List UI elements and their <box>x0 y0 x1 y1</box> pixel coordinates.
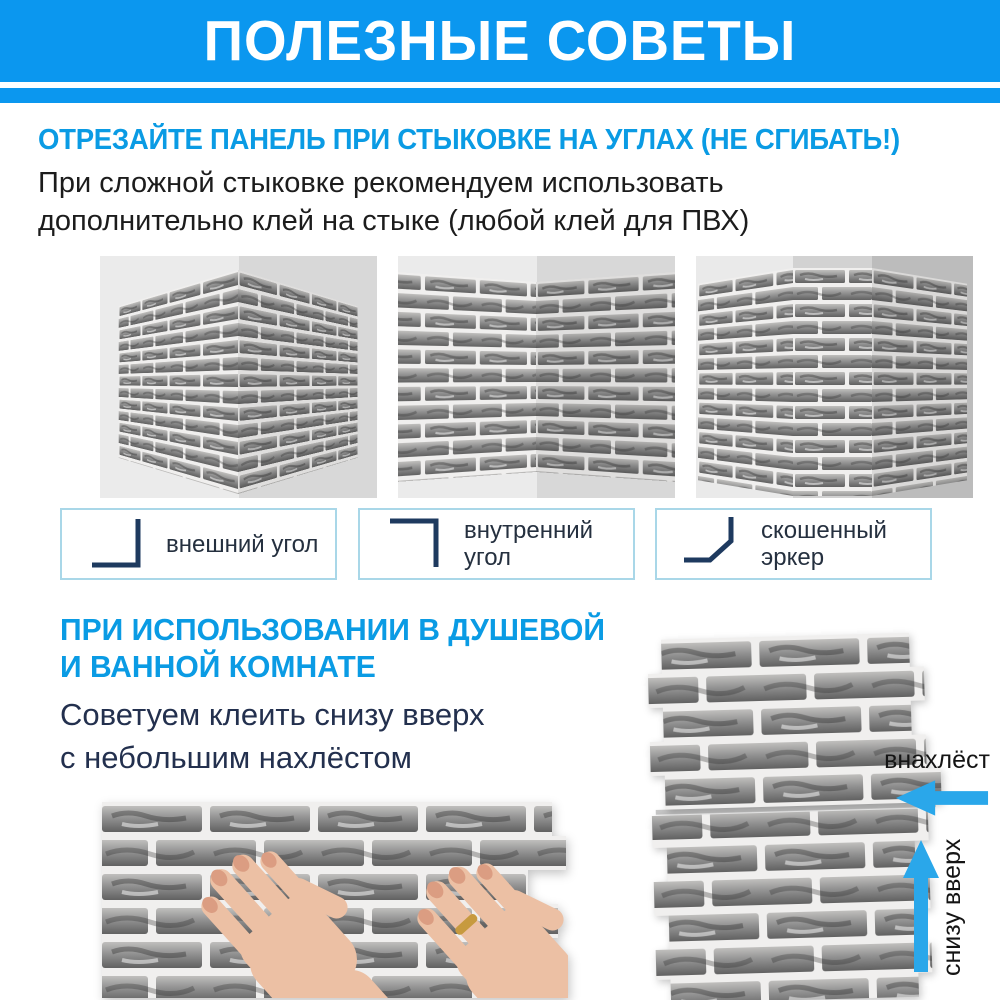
hands-applying-panel-photo <box>98 802 568 998</box>
corner-type-box-bay <box>655 508 932 580</box>
arrow-left-icon <box>894 778 990 818</box>
direction-label: снизу вверх <box>938 838 966 976</box>
bathroom-body-line1: Советуем клеить снизу вверх <box>60 697 485 732</box>
bathroom-heading-line2: И ВАННОЙ КОМНАТЕ <box>60 649 376 684</box>
cutting-body-line1: При сложной стыковке рекомендуем использовать <box>38 167 724 199</box>
cutting-section-heading: ОТРЕЗАЙТЕ ПАНЕЛЬ ПРИ СТЫКОВКЕ НА УГЛАХ (НЕ СГИБАТЬ!) <box>38 124 900 156</box>
corner-type-box-internal <box>358 508 635 580</box>
internal-corner-icon <box>384 515 446 573</box>
bay-corner-icon <box>681 515 743 573</box>
external-corner-icon <box>86 515 148 573</box>
brick-panel-left-face <box>698 268 793 496</box>
corner-type-box-external <box>60 508 337 580</box>
cutting-section-body <box>38 164 749 240</box>
bathroom-section-heading <box>60 611 605 685</box>
brick-panel-left-face <box>398 270 536 485</box>
brick-panel-right-face <box>872 268 967 496</box>
bathroom-body-line2: с небольшим нахлёстом <box>60 740 412 775</box>
page-title: ПОЛЕЗНЫЕ СОВЕТЫ <box>203 9 797 73</box>
arrow-up-icon <box>902 838 940 974</box>
corner-type-label: внешний угол <box>166 530 319 558</box>
brick-panel-right-face <box>238 270 357 494</box>
brick-panel-left-face <box>119 270 238 494</box>
brick-panel-right-face <box>536 270 675 485</box>
bathroom-section-body <box>60 693 484 779</box>
cutting-body-line2: дополнительно клей на стыке (любой клей для ПВХ) <box>38 205 750 237</box>
banner-divider-line <box>0 82 1000 88</box>
bay-corner-photo <box>696 256 973 498</box>
internal-corner-photo <box>398 256 675 498</box>
brick-panel-center-face <box>793 268 872 496</box>
corner-type-label: внутренний угол <box>464 517 594 571</box>
corner-type-label: скошенный эркер <box>761 517 887 571</box>
bathroom-heading-line1: ПРИ ИСПОЛЬЗОВАНИИ В ДУШЕВОЙ <box>60 612 606 647</box>
title-banner <box>0 0 1000 103</box>
external-corner-photo <box>100 256 377 498</box>
overlap-label: внахлёст <box>884 746 990 774</box>
